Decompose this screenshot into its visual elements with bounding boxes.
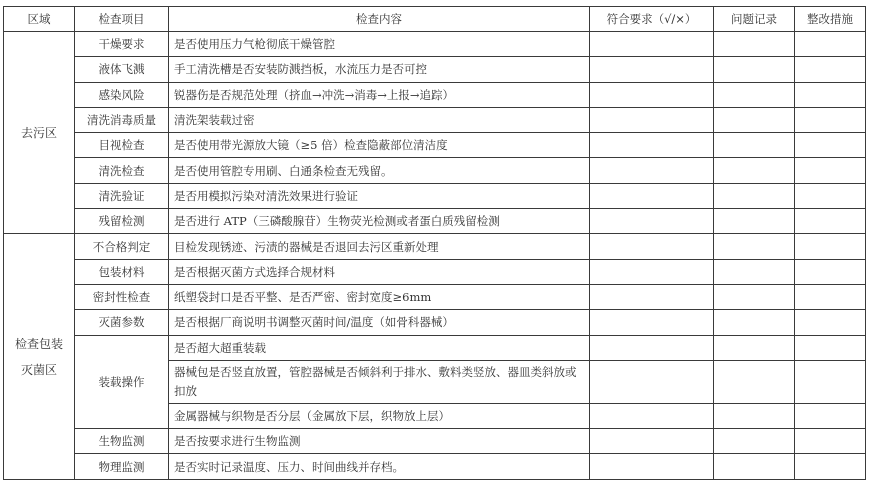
content-cell: 手工清洗槽是否安装防溅挡板，水流压力是否可控 (169, 57, 590, 82)
table-row (4, 310, 866, 335)
compliance-cell[interactable] (590, 259, 714, 284)
table-row (4, 259, 866, 284)
item-cell: 残留检测 (75, 209, 169, 234)
compliance-cell[interactable] (590, 454, 714, 479)
compliance-cell[interactable] (590, 234, 714, 259)
corrective-action-cell[interactable] (795, 403, 866, 428)
corrective-action-cell[interactable] (795, 429, 866, 454)
corrective-action-cell[interactable] (795, 82, 866, 107)
compliance-cell[interactable] (590, 183, 714, 208)
item-cell: 清洗验证 (75, 183, 169, 208)
area-cell-decontamination (4, 32, 75, 234)
content-cell: 是否根据灭菌方式选择合规材料 (169, 259, 590, 284)
issue-record-cell[interactable] (714, 82, 795, 107)
content-cell: 目检发现锈迹、污渍的器械是否退回去污区重新处理 (169, 234, 590, 259)
issue-record-cell[interactable] (714, 454, 795, 479)
compliance-cell[interactable] (590, 335, 714, 360)
content-cell: 是否按要求进行生物监测 (169, 429, 590, 454)
corrective-action-cell[interactable] (795, 133, 866, 158)
corrective-action-cell[interactable] (795, 183, 866, 208)
table-row (4, 183, 866, 208)
issue-record-cell[interactable] (714, 310, 795, 335)
corrective-action-cell[interactable] (795, 57, 866, 82)
area-label-line: 检查包装 (14, 336, 63, 351)
area-cell-packaging-sterilization (4, 234, 75, 479)
content-cell: 是否使用带光源放大镜（≥5 倍）检查隐蔽部位清洁度 (169, 133, 590, 158)
header-area: 区域 (4, 7, 75, 32)
table-row (4, 158, 866, 183)
corrective-action-cell[interactable] (795, 284, 866, 309)
compliance-cell[interactable] (590, 429, 714, 454)
table-row (4, 454, 866, 479)
item-cell: 物理监测 (75, 454, 169, 479)
compliance-cell[interactable] (590, 32, 714, 57)
content-cell: 是否根据厂商说明书调整灭菌时间/温度（如骨科器械） (169, 310, 590, 335)
issue-record-cell[interactable] (714, 158, 795, 183)
item-cell: 密封性检查 (75, 284, 169, 309)
compliance-cell[interactable] (590, 82, 714, 107)
compliance-cell[interactable] (590, 133, 714, 158)
table-row (4, 335, 866, 360)
compliance-cell[interactable] (590, 209, 714, 234)
header-content: 检查内容 (169, 7, 590, 32)
corrective-action-cell[interactable] (795, 259, 866, 284)
compliance-cell[interactable] (590, 57, 714, 82)
content-cell: 纸塑袋封口是否平整、是否严密、密封宽度≥6mm (169, 284, 590, 309)
content-cell: 是否用模拟污染对清洗效果进行验证 (169, 183, 590, 208)
compliance-cell[interactable] (590, 403, 714, 428)
table-row (4, 234, 866, 259)
table-row (4, 32, 866, 57)
table-row (4, 82, 866, 107)
corrective-action-cell[interactable] (795, 209, 866, 234)
content-cell: 器械包是否竖直放置，管腔器械是否倾斜利于排水、敷料类竖放、器皿类斜放或扣放 (169, 360, 590, 403)
table-row (4, 284, 866, 309)
item-cell: 干燥要求 (75, 32, 169, 57)
content-cell: 是否实时记录温度、压力、时间曲线并存档。 (169, 454, 590, 479)
issue-record-cell[interactable] (714, 133, 795, 158)
item-cell: 装载操作 (75, 335, 169, 429)
header-issue-record: 问题记录 (714, 7, 795, 32)
corrective-action-cell[interactable] (795, 32, 866, 57)
item-cell: 不合格判定 (75, 234, 169, 259)
issue-record-cell[interactable] (714, 335, 795, 360)
table-row (4, 133, 866, 158)
compliance-cell[interactable] (590, 107, 714, 132)
issue-record-cell[interactable] (714, 259, 795, 284)
issue-record-cell[interactable] (714, 183, 795, 208)
corrective-action-cell[interactable] (795, 360, 866, 403)
issue-record-cell[interactable] (714, 403, 795, 428)
corrective-action-cell[interactable] (795, 310, 866, 335)
issue-record-cell[interactable] (714, 209, 795, 234)
item-cell: 生物监测 (75, 429, 169, 454)
compliance-cell[interactable] (590, 360, 714, 403)
corrective-action-cell[interactable] (795, 454, 866, 479)
item-cell: 清洗消毒质量 (75, 107, 169, 132)
item-cell: 清洗检查 (75, 158, 169, 183)
corrective-action-cell[interactable] (795, 335, 866, 360)
table-row (4, 57, 866, 82)
header-row (4, 7, 866, 32)
issue-record-cell[interactable] (714, 360, 795, 403)
area-label: 去污区 (20, 125, 57, 140)
corrective-action-cell[interactable] (795, 234, 866, 259)
content-cell: 是否使用管腔专用刷、白通条检查无残留。 (169, 158, 590, 183)
content-cell: 清洗架装载过密 (169, 107, 590, 132)
area-label-line: 灭菌区 (20, 362, 57, 377)
item-cell: 灭菌参数 (75, 310, 169, 335)
table-row (4, 209, 866, 234)
item-cell: 液体飞溅 (75, 57, 169, 82)
compliance-cell[interactable] (590, 284, 714, 309)
table-row (4, 429, 866, 454)
header-compliance: 符合要求（√/×） (590, 7, 714, 32)
content-cell: 金属器械与织物是否分层（金属放下层，织物放上层） (169, 403, 590, 428)
table-row (4, 107, 866, 132)
item-cell: 感染风险 (75, 82, 169, 107)
issue-record-cell[interactable] (714, 107, 795, 132)
corrective-action-cell[interactable] (795, 107, 866, 132)
content-cell: 是否进行 ATP（三磷酸腺苷）生物荧光检测或者蛋白质残留检测 (169, 209, 590, 234)
issue-record-cell[interactable] (714, 429, 795, 454)
issue-record-cell[interactable] (714, 32, 795, 57)
corrective-action-cell[interactable] (795, 158, 866, 183)
content-cell: 是否使用压力气枪彻底干燥管腔 (169, 32, 590, 57)
compliance-cell[interactable] (590, 310, 714, 335)
issue-record-cell[interactable] (714, 284, 795, 309)
issue-record-cell[interactable] (714, 57, 795, 82)
content-cell: 是否超大超重装载 (169, 335, 590, 360)
issue-record-cell[interactable] (714, 234, 795, 259)
item-cell: 目视检查 (75, 133, 169, 158)
header-item: 检查项目 (75, 7, 169, 32)
header-corrective-action: 整改措施 (795, 7, 866, 32)
content-cell: 锐器伤是否规范处理（挤血→冲洗→消毒→上报→追踪） (169, 82, 590, 107)
item-cell: 包装材料 (75, 259, 169, 284)
inspection-table (3, 6, 866, 480)
compliance-cell[interactable] (590, 158, 714, 183)
